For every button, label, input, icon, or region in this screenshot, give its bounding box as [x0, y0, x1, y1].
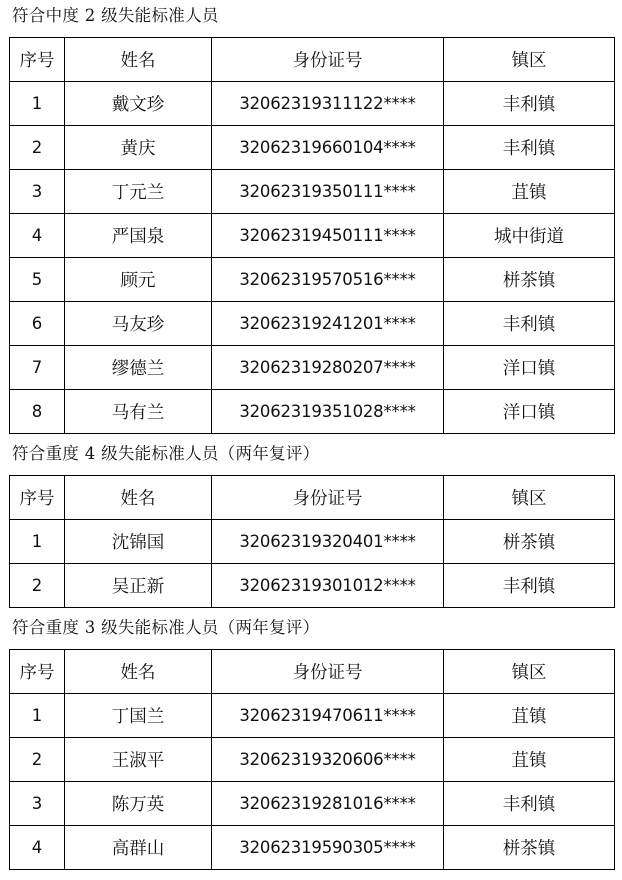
header-id-number: 身份证号: [212, 650, 444, 694]
table-row: [10, 564, 615, 608]
row-name: 高群山: [65, 826, 212, 870]
row-town: 苴镇: [444, 170, 615, 214]
table-severe-level-4: [9, 475, 615, 608]
row-town: 苴镇: [444, 694, 615, 738]
row-index: 1: [10, 82, 65, 126]
table-row: [10, 346, 615, 390]
row-index: 7: [10, 346, 65, 390]
row-index: 3: [10, 170, 65, 214]
table-row: [10, 170, 615, 214]
table-row: [10, 520, 615, 564]
row-name: 严国泉: [65, 214, 212, 258]
table-row: [10, 302, 615, 346]
header-id-number: 身份证号: [212, 38, 444, 82]
row-id-number: 32062319311122****: [212, 82, 444, 126]
row-name: 顾元: [65, 258, 212, 302]
row-town: 丰利镇: [444, 782, 615, 826]
header-town: 镇区: [444, 650, 615, 694]
row-name: 丁国兰: [65, 694, 212, 738]
row-index: 2: [10, 126, 65, 170]
row-id-number: 32062319351028****: [212, 390, 444, 434]
section-title-moderate-level-2: 符合中度 2 级失能标准人员: [12, 6, 219, 25]
row-town: 苴镇: [444, 738, 615, 782]
row-index: 2: [10, 564, 65, 608]
section-title-severe-level-4: 符合重度 4 级失能标准人员（两年复评）: [12, 444, 320, 463]
row-town: 丰利镇: [444, 126, 615, 170]
header-town: 镇区: [444, 38, 615, 82]
row-id-number: 32062319301012****: [212, 564, 444, 608]
row-index: 6: [10, 302, 65, 346]
table-row: [10, 826, 615, 870]
row-index: 8: [10, 390, 65, 434]
row-index: 1: [10, 694, 65, 738]
row-name: 陈万英: [65, 782, 212, 826]
row-town: 洋口镇: [444, 346, 615, 390]
row-name: 缪德兰: [65, 346, 212, 390]
row-town: 丰利镇: [444, 82, 615, 126]
table-row: [10, 258, 615, 302]
row-name: 黄庆: [65, 126, 212, 170]
row-id-number: 32062319241201****: [212, 302, 444, 346]
table-row: [10, 782, 615, 826]
header-index: 序号: [10, 476, 65, 520]
row-index: 1: [10, 520, 65, 564]
row-name: 戴文珍: [65, 82, 212, 126]
header-id-number: 身份证号: [212, 476, 444, 520]
row-name: 马有兰: [65, 390, 212, 434]
row-id-number: 32062319450111****: [212, 214, 444, 258]
row-name: 沈锦国: [65, 520, 212, 564]
header-town: 镇区: [444, 476, 615, 520]
header-name: 姓名: [65, 476, 212, 520]
header-index: 序号: [10, 38, 65, 82]
row-id-number: 32062319470611****: [212, 694, 444, 738]
table-row: [10, 126, 615, 170]
row-name: 丁元兰: [65, 170, 212, 214]
row-index: 5: [10, 258, 65, 302]
header-name: 姓名: [65, 38, 212, 82]
row-id-number: 32062319350111****: [212, 170, 444, 214]
table-row: [10, 214, 615, 258]
row-town: 栟茶镇: [444, 826, 615, 870]
row-name: 王淑平: [65, 738, 212, 782]
table-header-row: [10, 38, 615, 82]
row-id-number: 32062319280207****: [212, 346, 444, 390]
row-town: 洋口镇: [444, 390, 615, 434]
table-header-row: [10, 650, 615, 694]
table-row: [10, 390, 615, 434]
table-header-row: [10, 476, 615, 520]
row-index: 3: [10, 782, 65, 826]
row-name: 马友珍: [65, 302, 212, 346]
row-name: 吴正新: [65, 564, 212, 608]
row-id-number: 32062319320606****: [212, 738, 444, 782]
table-severe-level-3: [9, 649, 615, 870]
row-index: 2: [10, 738, 65, 782]
row-id-number: 32062319570516****: [212, 258, 444, 302]
table-row: [10, 738, 615, 782]
row-town: 城中街道: [444, 214, 615, 258]
header-index: 序号: [10, 650, 65, 694]
table-moderate-level-2: [9, 37, 615, 434]
table-row: [10, 82, 615, 126]
row-town: 栟茶镇: [444, 520, 615, 564]
row-id-number: 32062319320401****: [212, 520, 444, 564]
row-id-number: 32062319590305****: [212, 826, 444, 870]
row-town: 丰利镇: [444, 564, 615, 608]
row-town: 栟茶镇: [444, 258, 615, 302]
row-index: 4: [10, 826, 65, 870]
section-title-severe-level-3: 符合重度 3 级失能标准人员（两年复评）: [12, 618, 320, 637]
header-name: 姓名: [65, 650, 212, 694]
table-row: [10, 694, 615, 738]
row-id-number: 32062319660104****: [212, 126, 444, 170]
row-id-number: 32062319281016****: [212, 782, 444, 826]
row-town: 丰利镇: [444, 302, 615, 346]
row-index: 4: [10, 214, 65, 258]
